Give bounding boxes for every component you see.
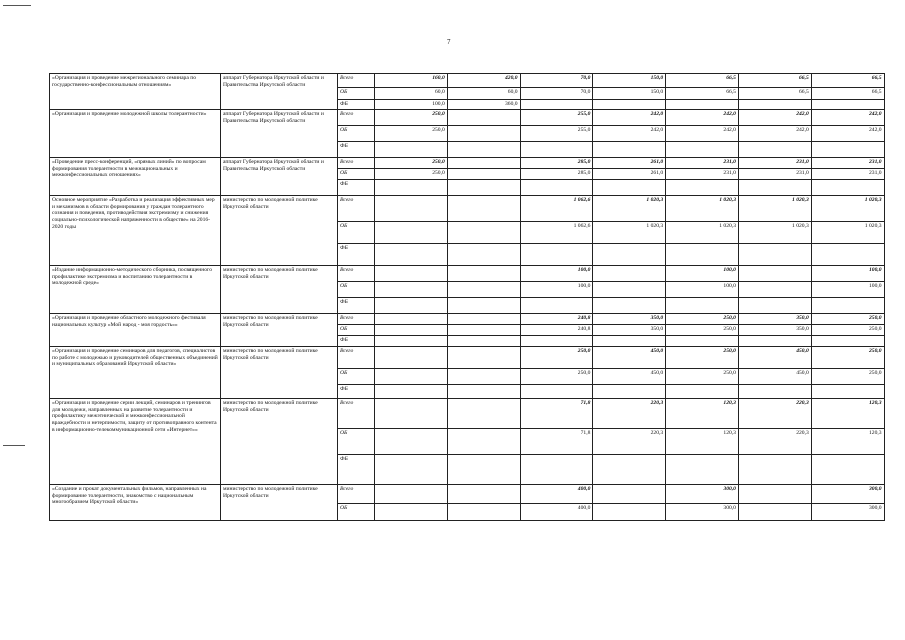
amount-cell (447, 385, 520, 399)
amount-cell (738, 298, 811, 314)
executor-name: министерство по молодежной политике Иркутской области (221, 196, 338, 266)
amount-cell: 220,3 (738, 429, 811, 455)
amount-cell (447, 158, 520, 169)
amount-cell (520, 298, 593, 314)
amount-cell (520, 142, 593, 158)
amount-cell: 100,0 (666, 282, 739, 298)
amount-cell: 1 020,3 (593, 222, 666, 244)
amount-cell: 242,0 (811, 110, 884, 126)
amount-cell: 250,0 (375, 110, 448, 126)
amount-cell (811, 244, 884, 266)
amount-cell (447, 282, 520, 298)
funding-source: ФБ (338, 142, 375, 158)
amount-cell (447, 266, 520, 282)
table-row (50, 399, 885, 429)
amount-cell: 150,0 (593, 74, 666, 88)
amount-cell (375, 142, 448, 158)
amount-cell: 231,0 (666, 169, 739, 180)
funding-source: ОБ (338, 222, 375, 244)
amount-cell: 400,0 (520, 485, 593, 504)
amount-cell (375, 399, 448, 429)
amount-cell: 71,8 (520, 399, 593, 429)
amount-cell: 70,0 (520, 88, 593, 100)
amount-cell (375, 196, 448, 222)
amount-cell (593, 100, 666, 110)
amount-cell: 100,0 (375, 100, 448, 110)
amount-cell: 70,0 (520, 74, 593, 88)
amount-cell (447, 142, 520, 158)
amount-cell: 450,0 (593, 369, 666, 385)
amount-cell (520, 336, 593, 347)
amount-cell (447, 336, 520, 347)
amount-cell: 360,0 (447, 100, 520, 110)
amount-cell (738, 485, 811, 504)
amount-cell (447, 314, 520, 325)
amount-cell: 66,5 (738, 88, 811, 100)
amount-cell: 120,3 (811, 429, 884, 455)
amount-cell: 231,0 (811, 169, 884, 180)
executor-name: министерство по молодежной политике Иркутской области (221, 266, 338, 314)
amount-cell (811, 455, 884, 485)
amount-cell: 300,0 (811, 485, 884, 504)
amount-cell (593, 298, 666, 314)
funding-source: ОБ (338, 126, 375, 142)
amount-cell (593, 336, 666, 347)
amount-cell: 1 020,3 (738, 196, 811, 222)
funding-source: ФБ (338, 336, 375, 347)
amount-cell (375, 429, 448, 455)
scan-edge-mark-left (3, 5, 31, 6)
amount-cell (447, 485, 520, 504)
amount-cell: 231,0 (811, 158, 884, 169)
amount-cell (375, 244, 448, 266)
amount-cell (375, 314, 448, 325)
amount-cell: 150,0 (593, 88, 666, 100)
table-row (50, 158, 885, 169)
amount-cell: 250,0 (520, 369, 593, 385)
activity-name: «Создание и прокат документальных фильмов, направленных на формирование толерантности, знакомство с национальным многообразием Иркутской области» (50, 485, 221, 521)
amount-cell: 400,0 (520, 504, 593, 521)
amount-cell (375, 266, 448, 282)
amount-cell (666, 385, 739, 399)
amount-cell (447, 429, 520, 455)
amount-cell (738, 282, 811, 298)
amount-cell: 242,0 (593, 126, 666, 142)
amount-cell: 1 020,3 (738, 222, 811, 244)
executor-name: министерство по молодежной политике Иркутской области (221, 314, 338, 347)
funding-source: ОБ (338, 282, 375, 298)
table-row (50, 110, 885, 126)
amount-cell: 60,0 (447, 88, 520, 100)
amount-cell (811, 142, 884, 158)
amount-cell: 100,0 (811, 266, 884, 282)
amount-cell: 250,0 (666, 314, 739, 325)
amount-cell: 250,0 (666, 369, 739, 385)
executor-name: министерство по молодежной политике Иркутской области (221, 485, 338, 521)
amount-cell: 250,0 (811, 325, 884, 336)
amount-cell: 350,0 (593, 314, 666, 325)
activity-name: «Издание информационно-методического сборника, посвященного профилактике экстремизма и воспитанию толерантности в молодежной среде» (50, 266, 221, 314)
funding-source: Всего (338, 158, 375, 169)
amount-cell (738, 385, 811, 399)
amount-cell (811, 180, 884, 196)
amount-cell: 1 062,6 (520, 196, 593, 222)
amount-cell (375, 222, 448, 244)
funding-source: ФБ (338, 244, 375, 266)
budget-table (49, 73, 885, 521)
amount-cell (811, 336, 884, 347)
table-row (50, 266, 885, 282)
amount-cell (447, 298, 520, 314)
funding-source: Всего (338, 196, 375, 222)
amount-cell (447, 399, 520, 429)
amount-cell (738, 504, 811, 521)
amount-cell: 300,0 (811, 504, 884, 521)
amount-cell: 71,8 (520, 429, 593, 455)
amount-cell: 100,0 (520, 282, 593, 298)
amount-cell: 120,3 (666, 399, 739, 429)
amount-cell: 220,3 (593, 429, 666, 455)
amount-cell: 1 020,3 (666, 222, 739, 244)
amount-cell (738, 455, 811, 485)
executor-name: аппарат Губернатора Иркутской области и Правительства Иркутской области (221, 74, 338, 110)
amount-cell: 231,0 (738, 158, 811, 169)
funding-source: ОБ (338, 369, 375, 385)
amount-cell (666, 100, 739, 110)
amount-cell (593, 180, 666, 196)
funding-source: ФБ (338, 298, 375, 314)
amount-cell: 66,5 (811, 88, 884, 100)
amount-cell: 420,0 (447, 74, 520, 88)
executor-name: аппарат Губернатора Иркутской области и Правительства Иркутской области (221, 110, 338, 158)
amount-cell: 66,5 (666, 74, 739, 88)
amount-cell (520, 385, 593, 399)
funding-source: ОБ (338, 429, 375, 455)
amount-cell (738, 266, 811, 282)
amount-cell (593, 142, 666, 158)
funding-source: Всего (338, 314, 375, 325)
amount-cell: 1 020,3 (811, 196, 884, 222)
amount-cell: 350,0 (738, 314, 811, 325)
budget-table-body (50, 74, 885, 521)
amount-cell (593, 282, 666, 298)
amount-cell: 250,0 (520, 347, 593, 369)
table-row (50, 485, 885, 504)
amount-cell: 261,0 (593, 158, 666, 169)
amount-cell (666, 180, 739, 196)
activity-name: «Проведение пресс-конференций, «прямых линий» по вопросам формирования толерантности в межнациональных и межконфессиональных отношениях» (50, 158, 221, 196)
amount-cell (593, 485, 666, 504)
amount-cell (447, 169, 520, 180)
amount-cell: 1 062,6 (520, 222, 593, 244)
amount-cell: 250,0 (811, 369, 884, 385)
funding-source: ОБ (338, 325, 375, 336)
funding-source: ОБ (338, 88, 375, 100)
amount-cell (738, 336, 811, 347)
amount-cell (447, 369, 520, 385)
amount-cell: 350,0 (593, 325, 666, 336)
amount-cell (447, 504, 520, 521)
amount-cell (447, 110, 520, 126)
amount-cell (593, 244, 666, 266)
amount-cell (593, 385, 666, 399)
funding-source: ФБ (338, 455, 375, 485)
amount-cell: 250,0 (811, 347, 884, 369)
amount-cell: 100,0 (520, 266, 593, 282)
executor-name: министерство по молодежной политике Иркутской области (221, 347, 338, 399)
amount-cell: 240,8 (520, 314, 593, 325)
amount-cell (375, 298, 448, 314)
amount-cell (520, 244, 593, 266)
amount-cell (666, 455, 739, 485)
amount-cell (375, 504, 448, 521)
amount-cell (375, 347, 448, 369)
amount-cell: 160,0 (375, 74, 448, 88)
table-row (50, 347, 885, 369)
amount-cell: 100,0 (811, 282, 884, 298)
funding-source: Всего (338, 110, 375, 126)
amount-cell (520, 100, 593, 110)
amount-cell: 250,0 (811, 314, 884, 325)
amount-cell: 242,0 (666, 110, 739, 126)
table-row (50, 314, 885, 325)
amount-cell: 66,5 (811, 74, 884, 88)
funding-source: ФБ (338, 100, 375, 110)
executor-name: министерство по молодежной политике Иркутской области (221, 399, 338, 485)
amount-cell (666, 298, 739, 314)
amount-cell (593, 455, 666, 485)
activity-name: «Организация и проведение семинаров для педагогов, специалистов по работе с молодежью и руководителей общественных объединений и муниципальных образований Иркутской области» (50, 347, 221, 399)
funding-source: Всего (338, 266, 375, 282)
amount-cell: 250,0 (375, 169, 448, 180)
amount-cell (447, 244, 520, 266)
funding-source: ФБ (338, 180, 375, 196)
page-number: 7 (447, 38, 451, 46)
funding-source: ОБ (338, 504, 375, 521)
activity-name: «Организация и проведение серии лекций, семинаров и тренингов для молодежи, направленных на развитие толерантности и профилактику межэтнической и межконфессиональной враждебности и нетерпимости, защиту от противоправного контента в информационно-телекоммуникационной сети «Интернет»» (50, 399, 221, 485)
amount-cell: 450,0 (738, 347, 811, 369)
amount-cell: 242,0 (738, 126, 811, 142)
amount-cell: 100,0 (666, 266, 739, 282)
amount-cell: 231,0 (666, 158, 739, 169)
amount-cell: 300,0 (666, 504, 739, 521)
amount-cell: 261,0 (593, 169, 666, 180)
amount-cell (811, 298, 884, 314)
amount-cell (520, 180, 593, 196)
amount-cell: 1 020,3 (593, 196, 666, 222)
amount-cell (375, 485, 448, 504)
amount-cell (447, 126, 520, 142)
activity-name: «Организация и проведение областного молодежного фестиваля национальных культур «Мой народ - моя гордость»» (50, 314, 221, 347)
amount-cell (375, 369, 448, 385)
amount-cell: 66,5 (666, 88, 739, 100)
funding-source: Всего (338, 485, 375, 504)
amount-cell: 60,0 (375, 88, 448, 100)
amount-cell: 255,0 (520, 110, 593, 126)
amount-cell (738, 142, 811, 158)
amount-cell (811, 100, 884, 110)
amount-cell (666, 336, 739, 347)
activity-name: Основное мероприятие «Разработка и реализация эффективных мер и механизмов в области формирования у граждан толерантного сознания и поведения, противодействия экстремизму и снижения социально-психологической напряженности в обществе» на 2016-2020 годы (50, 196, 221, 266)
amount-cell: 240,8 (520, 325, 593, 336)
scan-edge-mark-left-bottom (3, 445, 25, 446)
amount-cell (738, 180, 811, 196)
amount-cell: 1 020,3 (811, 222, 884, 244)
amount-cell: 242,0 (811, 126, 884, 142)
table-row (50, 196, 885, 222)
amount-cell: 120,3 (666, 429, 739, 455)
amount-cell (520, 455, 593, 485)
amount-cell (666, 142, 739, 158)
amount-cell (738, 100, 811, 110)
amount-cell: 450,0 (738, 369, 811, 385)
executor-name: аппарат Губернатора Иркутской области и Правительства Иркутской области (221, 158, 338, 196)
funding-source: ФБ (338, 385, 375, 399)
amount-cell (447, 325, 520, 336)
funding-source: ОБ (338, 169, 375, 180)
amount-cell: 242,0 (666, 126, 739, 142)
amount-cell (447, 455, 520, 485)
amount-cell (375, 385, 448, 399)
amount-cell: 300,0 (666, 485, 739, 504)
amount-cell: 120,3 (811, 399, 884, 429)
amount-cell (666, 244, 739, 266)
funding-source: Всего (338, 399, 375, 429)
amount-cell (375, 282, 448, 298)
amount-cell: 250,0 (375, 158, 448, 169)
amount-cell: 350,0 (738, 325, 811, 336)
amount-cell (447, 347, 520, 369)
amount-cell: 231,0 (738, 169, 811, 180)
activity-name: «Организация и проведение молодежной школы толерантности» (50, 110, 221, 158)
amount-cell: 220,3 (593, 399, 666, 429)
amount-cell: 255,0 (520, 126, 593, 142)
amount-cell (593, 504, 666, 521)
amount-cell (738, 244, 811, 266)
amount-cell (375, 325, 448, 336)
amount-cell (447, 180, 520, 196)
amount-cell (593, 266, 666, 282)
amount-cell: 66,5 (738, 74, 811, 88)
amount-cell: 242,0 (593, 110, 666, 126)
amount-cell: 220,3 (738, 399, 811, 429)
amount-cell (375, 180, 448, 196)
amount-cell: 242,0 (738, 110, 811, 126)
amount-cell: 285,0 (520, 158, 593, 169)
amount-cell: 250,0 (666, 325, 739, 336)
amount-cell (811, 385, 884, 399)
amount-cell: 250,0 (666, 347, 739, 369)
activity-name: «Организация и проведение межрегионального семинара по государственно-конфессиональным отношениям» (50, 74, 221, 110)
amount-cell (375, 336, 448, 347)
amount-cell: 285,0 (520, 169, 593, 180)
amount-cell (447, 222, 520, 244)
amount-cell: 450,0 (593, 347, 666, 369)
amount-cell (375, 455, 448, 485)
amount-cell: 1 020,3 (666, 196, 739, 222)
amount-cell (447, 196, 520, 222)
amount-cell: 250,0 (375, 126, 448, 142)
table-row (50, 74, 885, 88)
funding-source: Всего (338, 74, 375, 88)
funding-source: Всего (338, 347, 375, 369)
